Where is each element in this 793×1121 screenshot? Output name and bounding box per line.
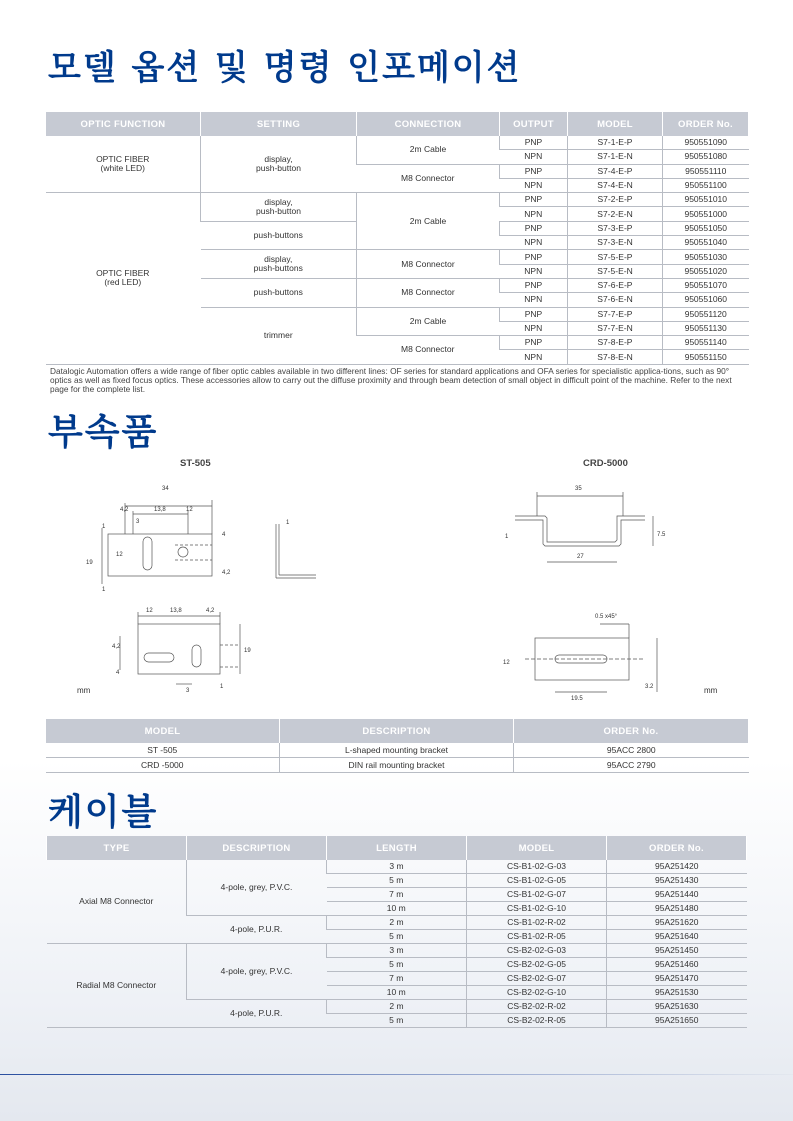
table-row [46,136,749,150]
svg-text:4: 4 [116,670,120,676]
svg-text:1: 1 [102,524,106,530]
connection-cell: M8 Connector [357,250,500,279]
length-cell: 10 m [327,986,467,1000]
order-cell: 95A251480 [607,902,747,916]
length-cell: 5 m [327,874,467,888]
length-cell: 7 m [327,888,467,902]
svg-text:12: 12 [186,507,193,513]
model-cell: S7-5-E-N [568,264,663,278]
section-title-accessories: 부속품 [48,412,159,453]
output-cell: NPN [500,207,568,221]
order-cell: 950551030 [663,250,749,264]
model-cell: CS-B2-02-G-05 [467,958,607,972]
model-cell: S7-8-E-P [568,336,663,350]
description-cell: DIN rail mounting bracket [280,758,514,773]
section-title-models: 모델 옵션 및 명령 인포메이션 [48,48,522,88]
accessories-table [45,719,749,773]
svg-text:4,2: 4,2 [222,570,231,576]
crd5000-dimension-labels [503,486,666,702]
order-cell: 950551110 [663,164,749,178]
header-order-no: ORDER No. [514,719,749,743]
model-cell: S7-4-E-N [568,178,663,192]
header-setting: SETTING [201,112,357,136]
model-cell: S7-2-E-N [568,207,663,221]
bracket-outline [108,534,212,576]
header-optic-function: OPTIC FUNCTION [46,112,201,136]
svg-text:12: 12 [116,552,123,558]
header-model: MODEL [568,112,663,136]
svg-text:13,8: 13,8 [154,507,166,513]
description-cell: L-shaped mounting bracket [280,743,514,758]
description-cell: 4-pole, grey, P.V.C. [187,860,327,916]
description-cell: 4-pole, grey, P.V.C. [187,944,327,1000]
model-cell: CRD -5000 [46,758,280,773]
drawing-label-st505: ST-505 [180,458,211,469]
header-model: MODEL [467,836,607,860]
svg-text:4,2: 4,2 [206,608,215,614]
svg-text:4,2: 4,2 [112,644,121,650]
unit-label: mm [77,686,91,695]
model-cell: CS-B1-02-R-05 [467,930,607,944]
output-cell: NPN [500,321,568,335]
connection-cell: 2m Cable [357,307,500,336]
order-cell: 950551100 [663,178,749,192]
bracket-bottom-view [138,624,220,674]
model-cell: CS-B2-02-G-03 [467,944,607,958]
setting-cell: display, push-buttons [201,250,357,279]
svg-text:19: 19 [244,648,251,654]
crd5000-technical-drawing [495,478,685,703]
order-cell: 950551120 [663,307,749,321]
description-cell: 4-pole, P.U.R. [187,1000,327,1028]
output-cell: NPN [500,264,568,278]
order-cell: 95A251470 [607,972,747,986]
model-cell: S7-3-E-N [568,236,663,250]
output-cell: NPN [500,350,568,364]
optic-function-cell: OPTIC FIBER (red LED) [46,193,201,365]
output-cell: PNP [500,307,568,321]
svg-text:3: 3 [136,519,140,525]
order-cell: 95A251650 [607,1014,747,1028]
fiber-optic-note: Datalogic Automation offers a wide range of fiber optic cables available in two different lines: OF series for standard applications and OFA series for specialistic applica-tions, such as 90° optics as well as fixed focus optics. These accessories allow to carry out the diffuse proximity and through beam detection of small object in difficult point of the machine. Refer to the next page for the complete list. [50,366,732,394]
drawing-label-crd5000: CRD-5000 [583,458,628,469]
svg-text:12: 12 [146,608,153,614]
length-cell: 5 m [327,930,467,944]
svg-text:12: 12 [503,660,510,666]
table-row [46,743,749,758]
model-cell: CS-B1-02-R-02 [467,916,607,930]
order-cell: 95A251640 [607,930,747,944]
output-cell: NPN [500,236,568,250]
svg-text:13,8: 13,8 [170,608,182,614]
order-cell: 950551150 [663,350,749,364]
model-cell: S7-1-E-N [568,150,663,164]
header-order-no: ORDER No. [607,836,747,860]
setting-cell: push-buttons [201,278,357,307]
order-cell: 950551130 [663,321,749,335]
order-cell: 950551140 [663,336,749,350]
setting-cell: push-buttons [201,221,357,250]
output-cell: PNP [500,278,568,292]
description-cell: 4-pole, P.U.R. [187,916,327,944]
svg-text:1: 1 [505,534,509,540]
connection-cell: M8 Connector [357,278,500,307]
model-cell: CS-B2-02-G-10 [467,986,607,1000]
header-length: LENGTH [327,836,467,860]
order-cell: 950551040 [663,236,749,250]
table-row [46,758,749,773]
model-cell: S7-8-E-N [568,350,663,364]
length-cell: 5 m [327,958,467,972]
order-cell: 95A251420 [607,860,747,874]
connection-cell: 2m Cable [357,193,500,250]
length-cell: 2 m [327,916,467,930]
order-cell: 950551050 [663,221,749,235]
st505-technical-drawing [80,478,340,703]
header-description: DESCRIPTION [280,719,514,743]
model-cell: S7-6-E-P [568,278,663,292]
length-cell: 3 m [327,944,467,958]
svg-text:1: 1 [286,520,290,526]
model-options-table [45,112,749,365]
setting-cell: display, push-button [201,193,357,222]
setting-cell: display, push-button [201,136,357,193]
output-cell: PNP [500,336,568,350]
model-cell: S7-2-E-P [568,193,663,207]
type-cell: Radial M8 Connector [47,944,187,1028]
slot-outline [143,537,152,570]
order-cell: 95A251460 [607,958,747,972]
header-model: MODEL [46,719,280,743]
model-cell: CS-B2-02-G-07 [467,972,607,986]
model-cell: S7-4-E-P [568,164,663,178]
svg-text:1: 1 [102,587,106,593]
model-cell: ST -505 [46,743,280,758]
output-cell: PNP [500,136,568,150]
svg-text:3.2: 3.2 [645,684,654,690]
order-cell: 95A251450 [607,944,747,958]
model-cell: CS-B1-02-G-10 [467,902,607,916]
unit-label: mm [704,686,718,695]
order-cell: 95A251620 [607,916,747,930]
model-cell: S7-3-E-P [568,221,663,235]
svg-text:35: 35 [575,486,582,492]
order-cell: 950551000 [663,207,749,221]
svg-text:19.5: 19.5 [571,696,583,702]
output-cell: NPN [500,178,568,192]
order-cell: 950551010 [663,193,749,207]
order-cell: 950551070 [663,278,749,292]
header-output: OUTPUT [500,112,568,136]
connection-cell: M8 Connector [357,336,500,365]
order-cell: 95A251630 [607,1000,747,1014]
output-cell: PNP [500,221,568,235]
header-order-no: ORDER No. [663,112,749,136]
length-cell: 7 m [327,972,467,986]
order-cell: 95A251530 [607,986,747,1000]
length-cell: 2 m [327,1000,467,1014]
svg-text:0.5 x45°: 0.5 x45° [595,614,618,620]
model-cell: S7-5-E-P [568,250,663,264]
section-title-cables: 케이블 [48,792,159,833]
table-row [46,193,749,207]
model-cell: CS-B1-02-G-07 [467,888,607,902]
setting-cell: trimmer [201,307,357,364]
footer-divider [0,1074,793,1075]
svg-text:27: 27 [577,554,584,560]
model-cell: S7-6-E-N [568,293,663,307]
table-row [47,860,747,874]
model-cell: CS-B2-02-R-02 [467,1000,607,1014]
type-cell: Axial M8 Connector [47,860,187,944]
output-cell: NPN [500,293,568,307]
output-cell: NPN [500,150,568,164]
header-connection: CONNECTION [357,112,500,136]
length-cell: 5 m [327,1014,467,1028]
model-cell: S7-7-E-N [568,321,663,335]
optic-function-cell: OPTIC FIBER (white LED) [46,136,201,193]
order-cell: 95ACC 2800 [514,743,749,758]
connection-cell: M8 Connector [357,164,500,193]
length-cell: 10 m [327,902,467,916]
svg-text:4: 4 [222,532,226,538]
order-cell: 950551060 [663,293,749,307]
svg-text:4,2: 4,2 [120,507,129,513]
output-cell: PNP [500,250,568,264]
svg-text:3: 3 [186,688,190,694]
output-cell: PNP [500,193,568,207]
model-cell: S7-7-E-P [568,307,663,321]
model-cell: CS-B1-02-G-05 [467,874,607,888]
order-cell: 95A251440 [607,888,747,902]
output-cell: PNP [500,164,568,178]
svg-text:34: 34 [162,486,169,492]
connection-cell: 2m Cable [357,136,500,164]
order-cell: 950551020 [663,264,749,278]
svg-text:1: 1 [220,684,224,690]
cables-table [46,836,747,1028]
order-cell: 95A251430 [607,874,747,888]
svg-text:7.5: 7.5 [657,532,666,538]
model-cell: S7-1-E-P [568,136,663,150]
order-cell: 95ACC 2790 [514,758,749,773]
svg-text:19: 19 [86,560,93,566]
model-cell: CS-B2-02-R-05 [467,1014,607,1028]
order-cell: 950551090 [663,136,749,150]
order-cell: 950551080 [663,150,749,164]
header-description: DESCRIPTION [187,836,327,860]
table-row [47,944,747,958]
header-type: TYPE [47,836,187,860]
length-cell: 3 m [327,860,467,874]
model-cell: CS-B1-02-G-03 [467,860,607,874]
